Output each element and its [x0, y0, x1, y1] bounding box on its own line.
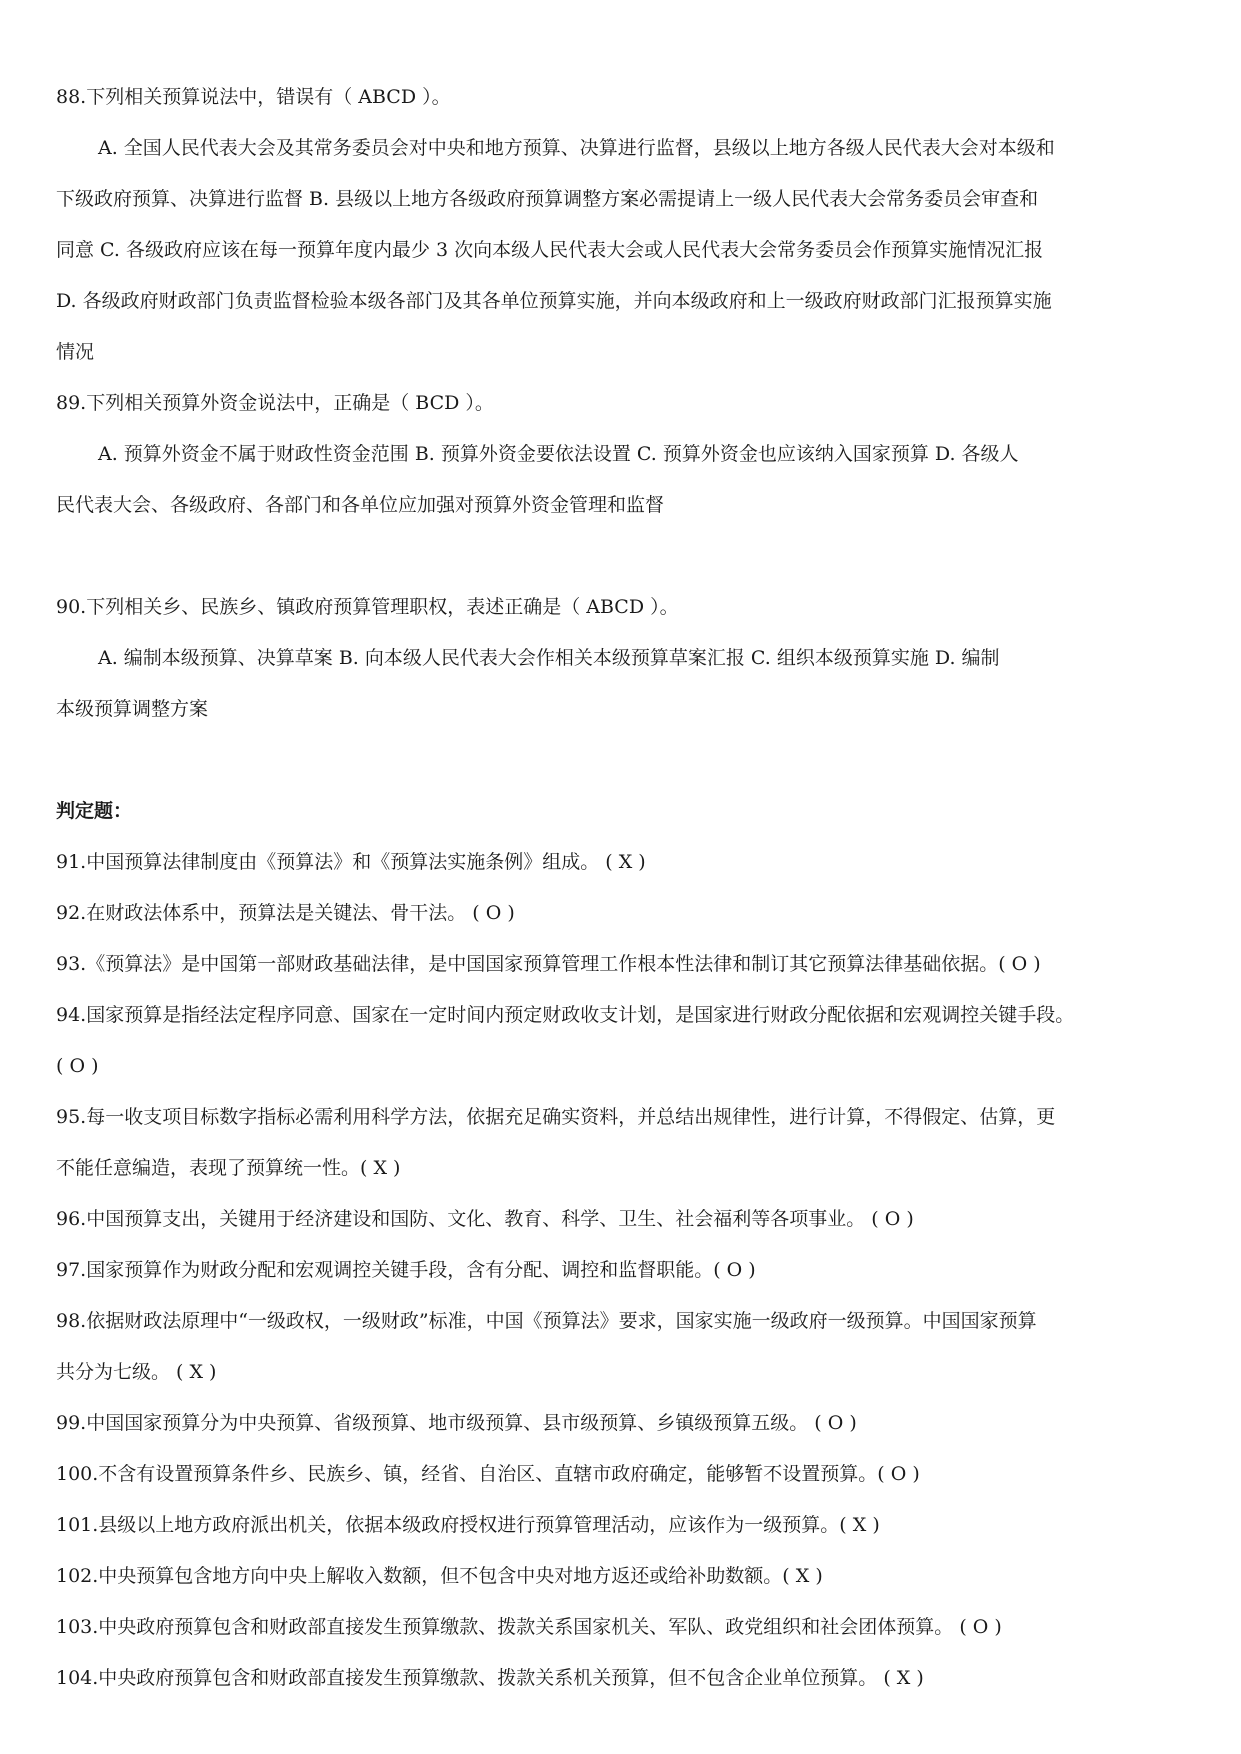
judgement-line: 94.国家预算是指经法定程序同意、国家在一定时间内预定财政收支计划，是国家进行财政分配依据和宏观调控关键手段。 [56, 1004, 1075, 1026]
judgement-line: 104.中央政府预算包含和财政部直接发生预算缴款、拨款关系机关预算，但不包含企业单位预算。 ( X ) [56, 1667, 924, 1689]
question-88-title: 88.下列相关预算说法中，错误有（ ABCD ）。 [56, 86, 451, 108]
judgement-line: 99.中国国家预算分为中央预算、省级预算、地市级预算、县市级预算、乡镇级预算五级。 ( O ) [56, 1412, 857, 1434]
judgement-line: 101.县级以上地方政府派出机关，依据本级政府授权进行预算管理活动，应该作为一级预算。( X ) [56, 1514, 880, 1536]
judgement-line: 不能任意编造，表现了预算统一性。( X ) [56, 1157, 401, 1179]
judgement-line: 91.中国预算法律制度由《预算法》和《预算法实施条例》组成。 ( X ) [56, 851, 646, 873]
judgement-line: 103.中央政府预算包含和财政部直接发生预算缴款、拨款关系国家机关、军队、政党组织和社会团体预算。 ( O ) [56, 1616, 1002, 1638]
judgement-line: 95.每一收支项目标数字指标必需利用科学方法，依据充足确实资料，并总结出规律性，进行计算，不得假定、估算，更 [56, 1106, 1056, 1128]
question-90-line: 本级预算调整方案 [56, 698, 209, 720]
question-89-line: 民代表大会、各级政府、各部门和各单位应加强对预算外资金管理和监督 [56, 494, 665, 516]
question-88-line: 下级政府预算、决算进行监督 B. 县级以上地方各级政府预算调整方案必需提请上一级人民代表大会常务委员会审查和 [56, 188, 1039, 210]
question-88-line: D. 各级政府财政部门负责监督检验本级各部门及其各单位预算实施，并向本级政府和上一级政府财政部门汇报预算实施 [56, 290, 1052, 312]
blank-spacer [56, 531, 1181, 582]
question-90-title: 90.下列相关乡、民族乡、镇政府预算管理职权，表述正确是（ ABCD ）。 [56, 596, 679, 618]
judgement-line: 92.在财政法体系中，预算法是关键法、骨干法。 ( O ) [56, 902, 515, 924]
judgement-line: 102.中央预算包含地方向中央上解收入数额，但不包含中央对地方返还或给补助数额。( X ) [56, 1565, 823, 1587]
section-heading: 判定题： [56, 800, 133, 822]
judgement-line: 97.国家预算作为财政分配和宏观调控关键手段，含有分配、调控和监督职能。( O ) [56, 1259, 756, 1281]
judgement-line: 98.依据财政法原理中“一级政权，一级财政”标准，中国《预算法》要求，国家实施一级政府一级预算。中国国家预算 [56, 1310, 1037, 1332]
question-88-line: 同意 C. 各级政府应该在每一预算年度内最少 3 次向本级人民代表大会或人民代表大会常务委员会作预算实施情况汇报 [56, 239, 1044, 261]
judgement-line: 共分为七级。 ( X ) [56, 1361, 217, 1383]
judgement-line: 100.不含有设置预算条件乡、民族乡、镇，经省、自治区、直辖市政府确定，能够暂不设置预算。( O ) [56, 1463, 920, 1485]
judgement-line: ( O ) [56, 1055, 99, 1077]
judgement-line: 93.《预算法》是中国第一部财政基础法律，是中国国家预算管理工作根本性法律和制订其它预算法律基础依据。( O ) [56, 953, 1041, 975]
question-90-line: A. 编制本级预算、决算草案 B. 向本级人民代表大会作相关本级预算草案汇报 C. 组织本级预算实施 D. 编制 [98, 647, 1000, 669]
question-88-line: 情况 [56, 341, 95, 363]
question-88-line: A. 全国人民代表大会及其常务委员会对中央和地方预算、决算进行监督，县级以上地方各级人民代表大会对本级和 [98, 137, 1055, 159]
question-89-title: 89.下列相关预算外资金说法中，正确是（ BCD ）。 [56, 392, 494, 414]
blank-spacer [56, 735, 1181, 786]
judgement-line: 96.中国预算支出，关键用于经济建设和国防、文化、教育、科学、卫生、社会福利等各项事业。 ( O ) [56, 1208, 914, 1230]
question-89-line: A. 预算外资金不属于财政性资金范围 B. 预算外资金要依法设置 C. 预算外资金也应该纳入国家预算 D. 各级人 [98, 443, 1019, 465]
